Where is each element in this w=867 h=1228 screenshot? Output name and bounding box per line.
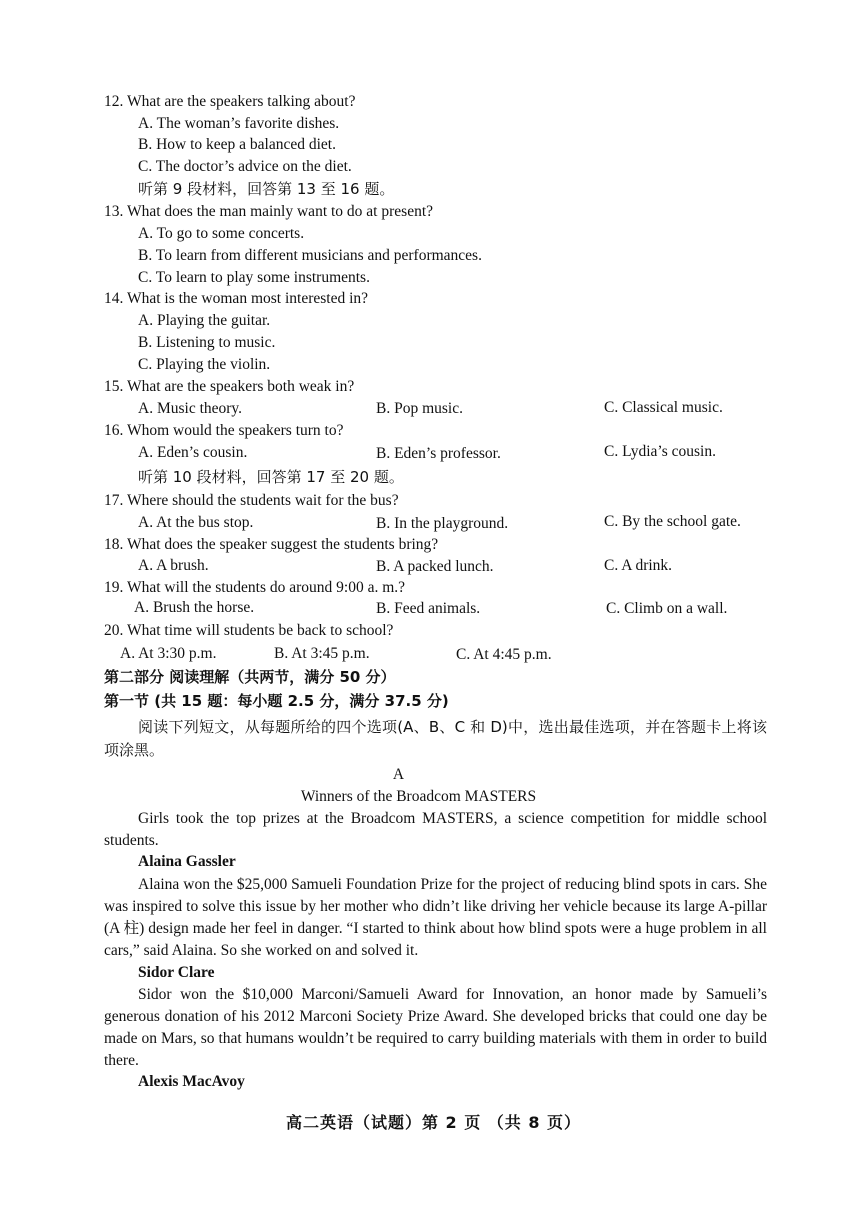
question-14-option-a: A. Playing the guitar. [138,312,271,329]
question-17-option-b: B. In the playground. [376,515,509,532]
part-two-heading: 第二部分 阅读理解（共两节，满分 50 分） [104,668,396,686]
page-footer: 高二英语（试题）第 2 页 （共 8 页） [285,1113,582,1132]
question-19-stem: 19. What will the students do around 9:00 a. m.? [104,579,406,596]
question-15-option-b: B. Pop music. [376,400,463,417]
question-14-stem: 14. What is the woman most interested in? [104,290,369,307]
question-12-stem: 12. What are the speakers talking about? [104,93,356,110]
reading-instructions: 阅读下列短文，从每题所给的四个选项(A、B、C 和 D)中，选出最佳选项，并在答题卡上将该项涂黑。 [104,718,767,759]
question-15-option-c: C. Classical music. [604,399,723,416]
winner-paragraph-2: Sidor won the $10,000 Marconi/Samueli Award for Innovation, an honor made by Samueli’s generous donation of his 2012 Marconi Society Prize Award. She developed bricks that could one day be made on Mars, so that humans wouldn’t be required to carry building materials with them in order to build there. [104,986,767,1069]
question-18-option-b: B. A packed lunch. [376,558,494,575]
question-20-option-a: A. At 3:30 p.m. [120,645,217,662]
question-13-stem: 13. What does the man mainly want to do at present? [104,203,434,220]
question-13-option-c: C. To learn to play some instruments. [138,269,370,286]
question-17-option-c: C. By the school gate. [604,513,741,530]
question-18-option-c: C. A drink. [604,557,673,574]
question-20-option-c: C. At 4:45 p.m. [456,646,552,663]
question-16-stem: 16. Whom would the speakers turn to? [104,422,344,439]
question-15-option-a: A. Music theory. [138,400,243,417]
question-15-stem: 15. What are the speakers both weak in? [104,378,355,395]
passage-intro: Girls took the top prizes at the Broadcom MASTERS, a science competition for middle school students. [104,810,767,849]
question-13-option-b: B. To learn from different musicians and performances. [138,247,482,264]
passage-title: Winners of the Broadcom MASTERS [300,788,537,805]
question-13-option-a: A. To go to some concerts. [138,225,305,242]
passage-letter: A [392,766,405,783]
question-20-option-b: B. At 3:45 p.m. [274,645,370,662]
section-one-heading: 第一节 (共 15 题：每小题 2.5 分，满分 37.5 分) [104,692,449,710]
question-16-option-a: A. Eden’s cousin. [138,444,248,461]
question-12-option-b: B. How to keep a balanced diet. [138,136,336,153]
question-17-option-a: A. At the bus stop. [138,514,254,531]
instruction-section-10: 听第 10 段材料，回答第 17 至 20 题。 [138,468,404,486]
winner-name-3: Alexis MacAvoy [138,1073,245,1090]
question-16-option-c: C. Lydia’s cousin. [604,443,716,460]
question-20-stem: 20. What time will students be back to school? [104,622,394,639]
question-16-option-b: B. Eden’s professor. [376,445,501,462]
question-19-option-a: A. Brush the horse. [134,599,255,616]
winner-name-2: Sidor Clare [138,964,215,981]
winner-name-1: Alaina Gassler [138,853,236,870]
question-14-option-b: B. Listening to music. [138,334,276,351]
question-12-option-a: A. The woman’s favorite dishes. [138,115,340,132]
question-19-option-c: C. Climb on a wall. [606,600,728,617]
question-18-option-a: A. A brush. [138,557,209,574]
question-12-option-c: C. The doctor’s advice on the diet. [138,158,352,175]
question-14-option-c: C. Playing the violin. [138,356,271,373]
question-17-stem: 17. Where should the students wait for the bus? [104,492,399,509]
instruction-section-9: 听第 9 段材料，回答第 13 至 16 题。 [138,180,395,198]
question-19-option-b: B. Feed animals. [376,600,481,617]
question-18-stem: 18. What does the speaker suggest the students bring? [104,536,439,553]
winner-paragraph-1: Alaina won the $25,000 Samueli Foundation Prize for the project of reducing blind spots in cars. She was inspired to solve this issue by her mother who didn’t like driving her vehicle because its large A-pillar (A 柱) design made her feel in danger. “I started to think about how blind spots were a huge problem in all cars,” said Alaina. So she worked on and solved it. [104,876,767,959]
